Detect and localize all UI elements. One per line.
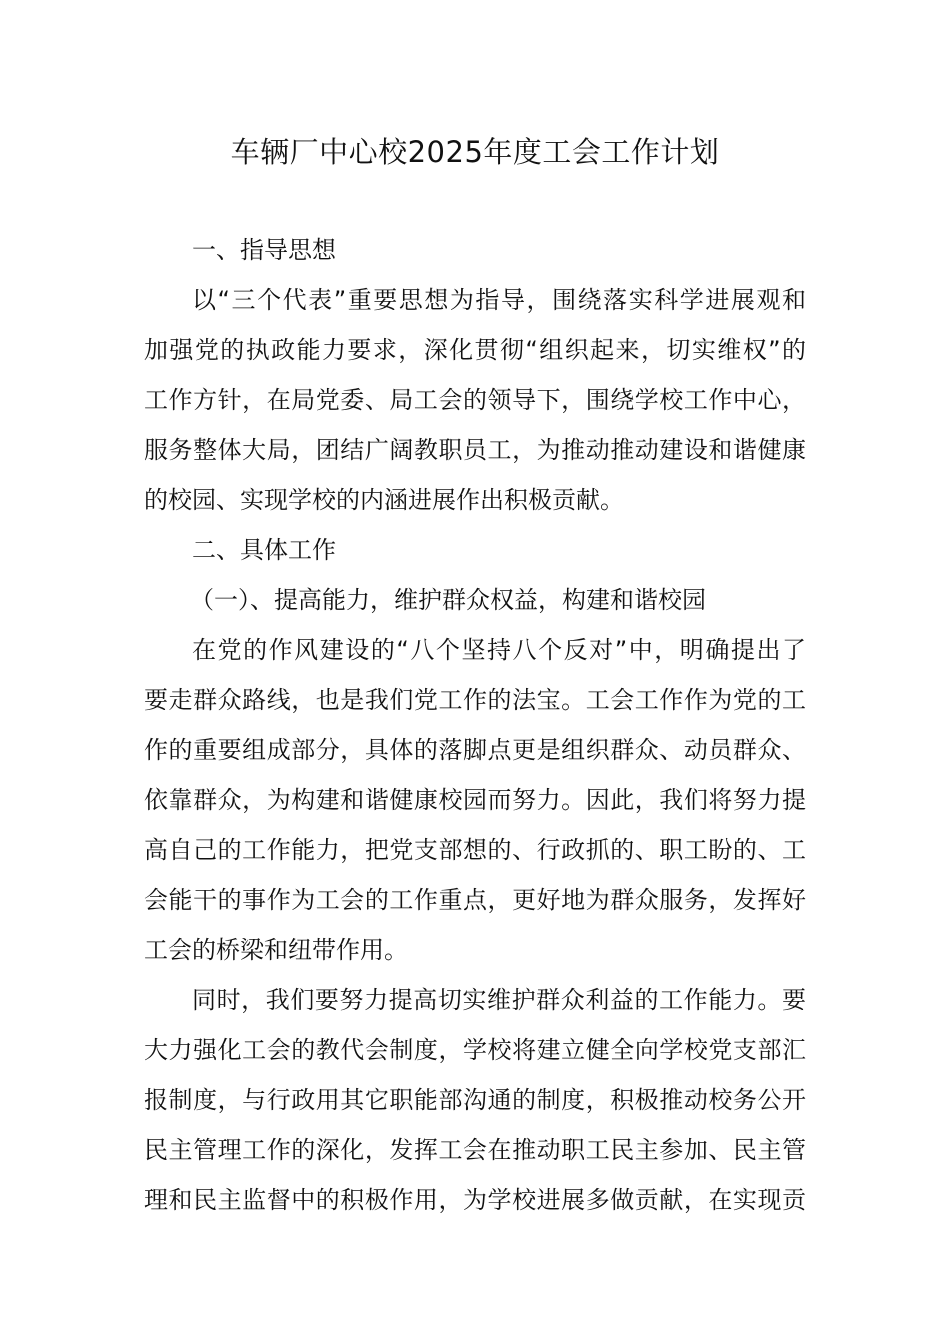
paragraph-line: 同时，我们要努力提高切实维护群众利益的工作能力。要: [192, 986, 806, 1014]
paragraph-line: 高自己的工作能力，把党支部想的、行政抓的、职工盼的、工: [144, 836, 806, 864]
paragraph-line: 的校园、实现学校的内涵进展作出积极贡献。: [144, 486, 624, 514]
section-heading-specific-work: 二、具体工作: [192, 536, 336, 564]
subsection-heading: （一）、提高能力，维护群众权益，构建和谐校园: [190, 586, 706, 614]
paragraph-line: 要走群众路线，也是我们党工作的法宝。工会工作作为党的工: [144, 686, 806, 714]
document-title: 车辆厂中心校2025年度工会工作计划: [230, 135, 720, 169]
paragraph-line: 理和民主监督中的积极作用，为学校进展多做贡献，在实现贡: [144, 1186, 806, 1214]
paragraph-line: 依靠群众，为构建和谐健康校园而努力。因此，我们将努力提: [144, 786, 806, 814]
paragraph-line: 民主管理工作的深化，发挥工会在推动职工民主参加、民主管: [144, 1136, 806, 1164]
paragraph-line: 服务整体大局，团结广阔教职员工，为推动推动建设和谐健康: [144, 436, 806, 464]
paragraph-line: 大力强化工会的教代会制度，学校将建立健全向学校党支部汇: [144, 1036, 806, 1064]
paragraph-line: 报制度，与行政用其它职能部沟通的制度，积极推动校务公开: [144, 1086, 806, 1114]
paragraph-line: 加强党的执政能力要求，深化贯彻“组织起来，切实维权”的: [144, 336, 806, 364]
paragraph-line: 在党的作风建设的“八个坚持八个反对”中，明确提出了: [192, 636, 806, 664]
paragraph-line: 以“三个代表”重要思想为指导，围绕落实科学进展观和: [192, 286, 806, 314]
paragraph-line: 作的重要组成部分，具体的落脚点更是组织群众、动员群众、: [144, 736, 806, 764]
section-heading-guiding-thought: 一、指导思想: [192, 236, 336, 264]
paragraph-line: 工会的桥梁和纽带作用。: [144, 936, 408, 964]
paragraph-line: 工作方针，在局党委、局工会的领导下，围绕学校工作中心，: [144, 386, 806, 414]
paragraph-line: 会能干的事作为工会的工作重点，更好地为群众服务，发挥好: [144, 886, 806, 914]
